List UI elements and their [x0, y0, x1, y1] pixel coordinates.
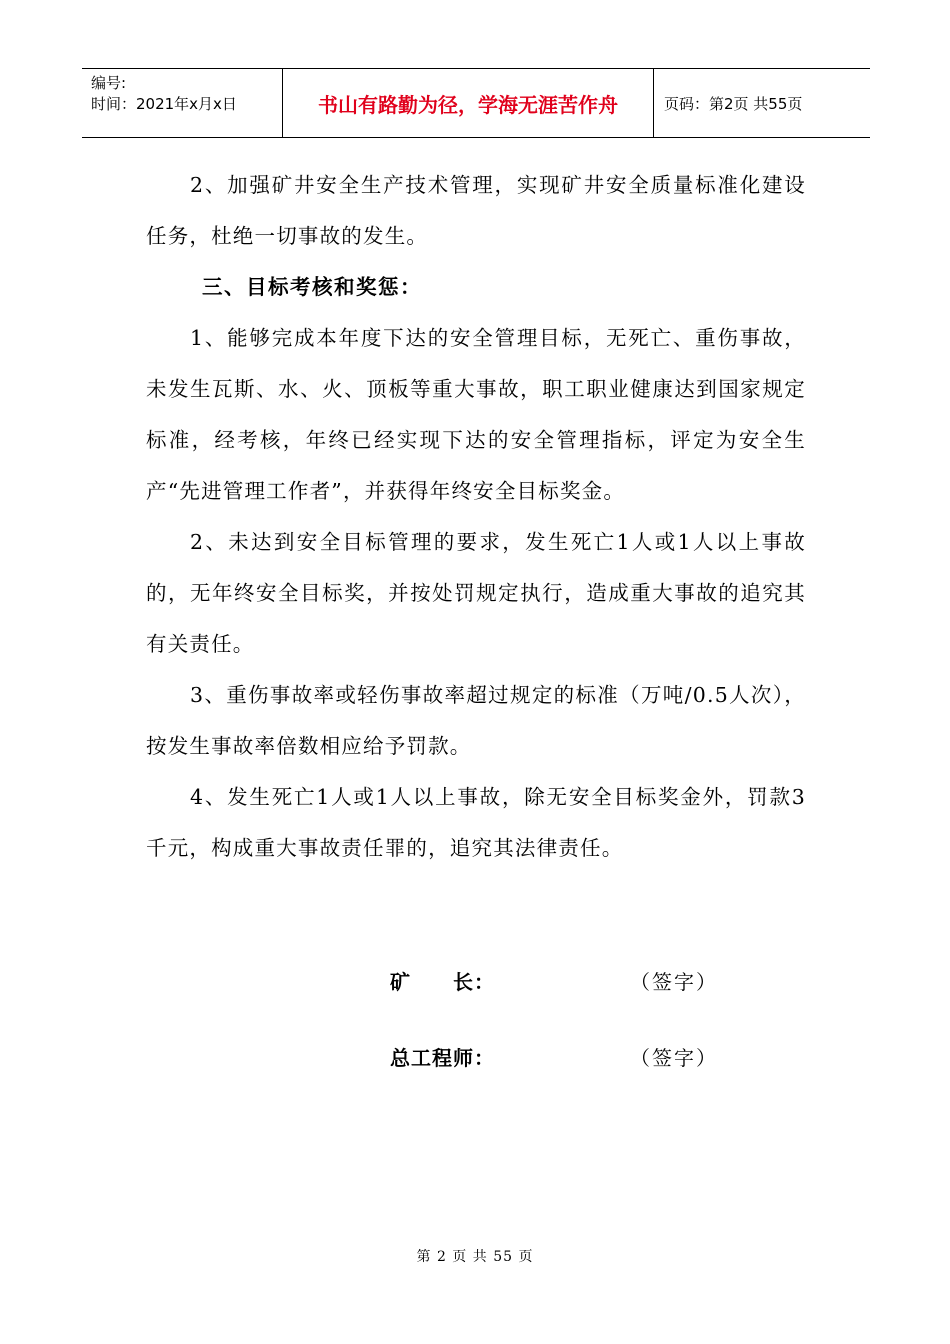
- chief-engineer-sign-note: （签字）: [630, 1046, 718, 1070]
- signature-mine-director: [390, 966, 718, 995]
- document-number-label: 编号:: [91, 74, 127, 92]
- page-footer: 第 2 页 共 55 页: [416, 1249, 534, 1265]
- reward-item-1: 1、能够完成本年度下达的安全管理目标，无死亡、重伤事故，未发生瓦斯、水、火、顶板等重大事故，职工职业健康达到国家规定标准，经考核，年终已经实现下达的安全管理指标，评定为安全生产“先进管理工作者”，并获得年终安全目标奖金。: [146, 326, 806, 503]
- header-motto: 书山有路勤为径，学海无涯苦作舟: [282, 69, 654, 137]
- penalty-item-2: 2、未达到安全目标管理的要求，发生死亡1人或1人以上事故的，无年终安全目标奖，并按处罚规定执行，造成重大事故的追究其有关责任。: [146, 530, 806, 656]
- penalty-item-3: 3、重伤事故率或轻伤事故率超过规定的标准（万吨/0.5人次），按发生事故率倍数相应给予罚款。: [146, 683, 806, 758]
- chief-engineer-label: 总工程师：: [390, 1046, 495, 1070]
- mine-director-sign-note: （签字）: [630, 970, 718, 994]
- penalty-item-4: 4、发生死亡1人或1人以上事故，除无安全目标奖金外，罚款3千元，构成重大事故责任罪的，追究其法律责任。: [146, 785, 806, 860]
- mine-director-label: 矿 长：: [390, 970, 495, 994]
- document-body: [146, 160, 806, 874]
- paragraph-2: 2、加强矿井安全生产技术管理，实现矿井安全质量标准化建设任务，杜绝一切事故的发生。: [146, 173, 806, 248]
- section-3-title: 三、目标考核和奖惩：: [202, 275, 422, 299]
- document-header: [82, 68, 870, 138]
- signature-chief-engineer: [390, 1042, 718, 1071]
- document-date: 时间：2021年x月x日: [91, 95, 237, 113]
- header-left-cell: [82, 69, 282, 137]
- header-page-info: 页码：第2页 共55页: [664, 94, 803, 113]
